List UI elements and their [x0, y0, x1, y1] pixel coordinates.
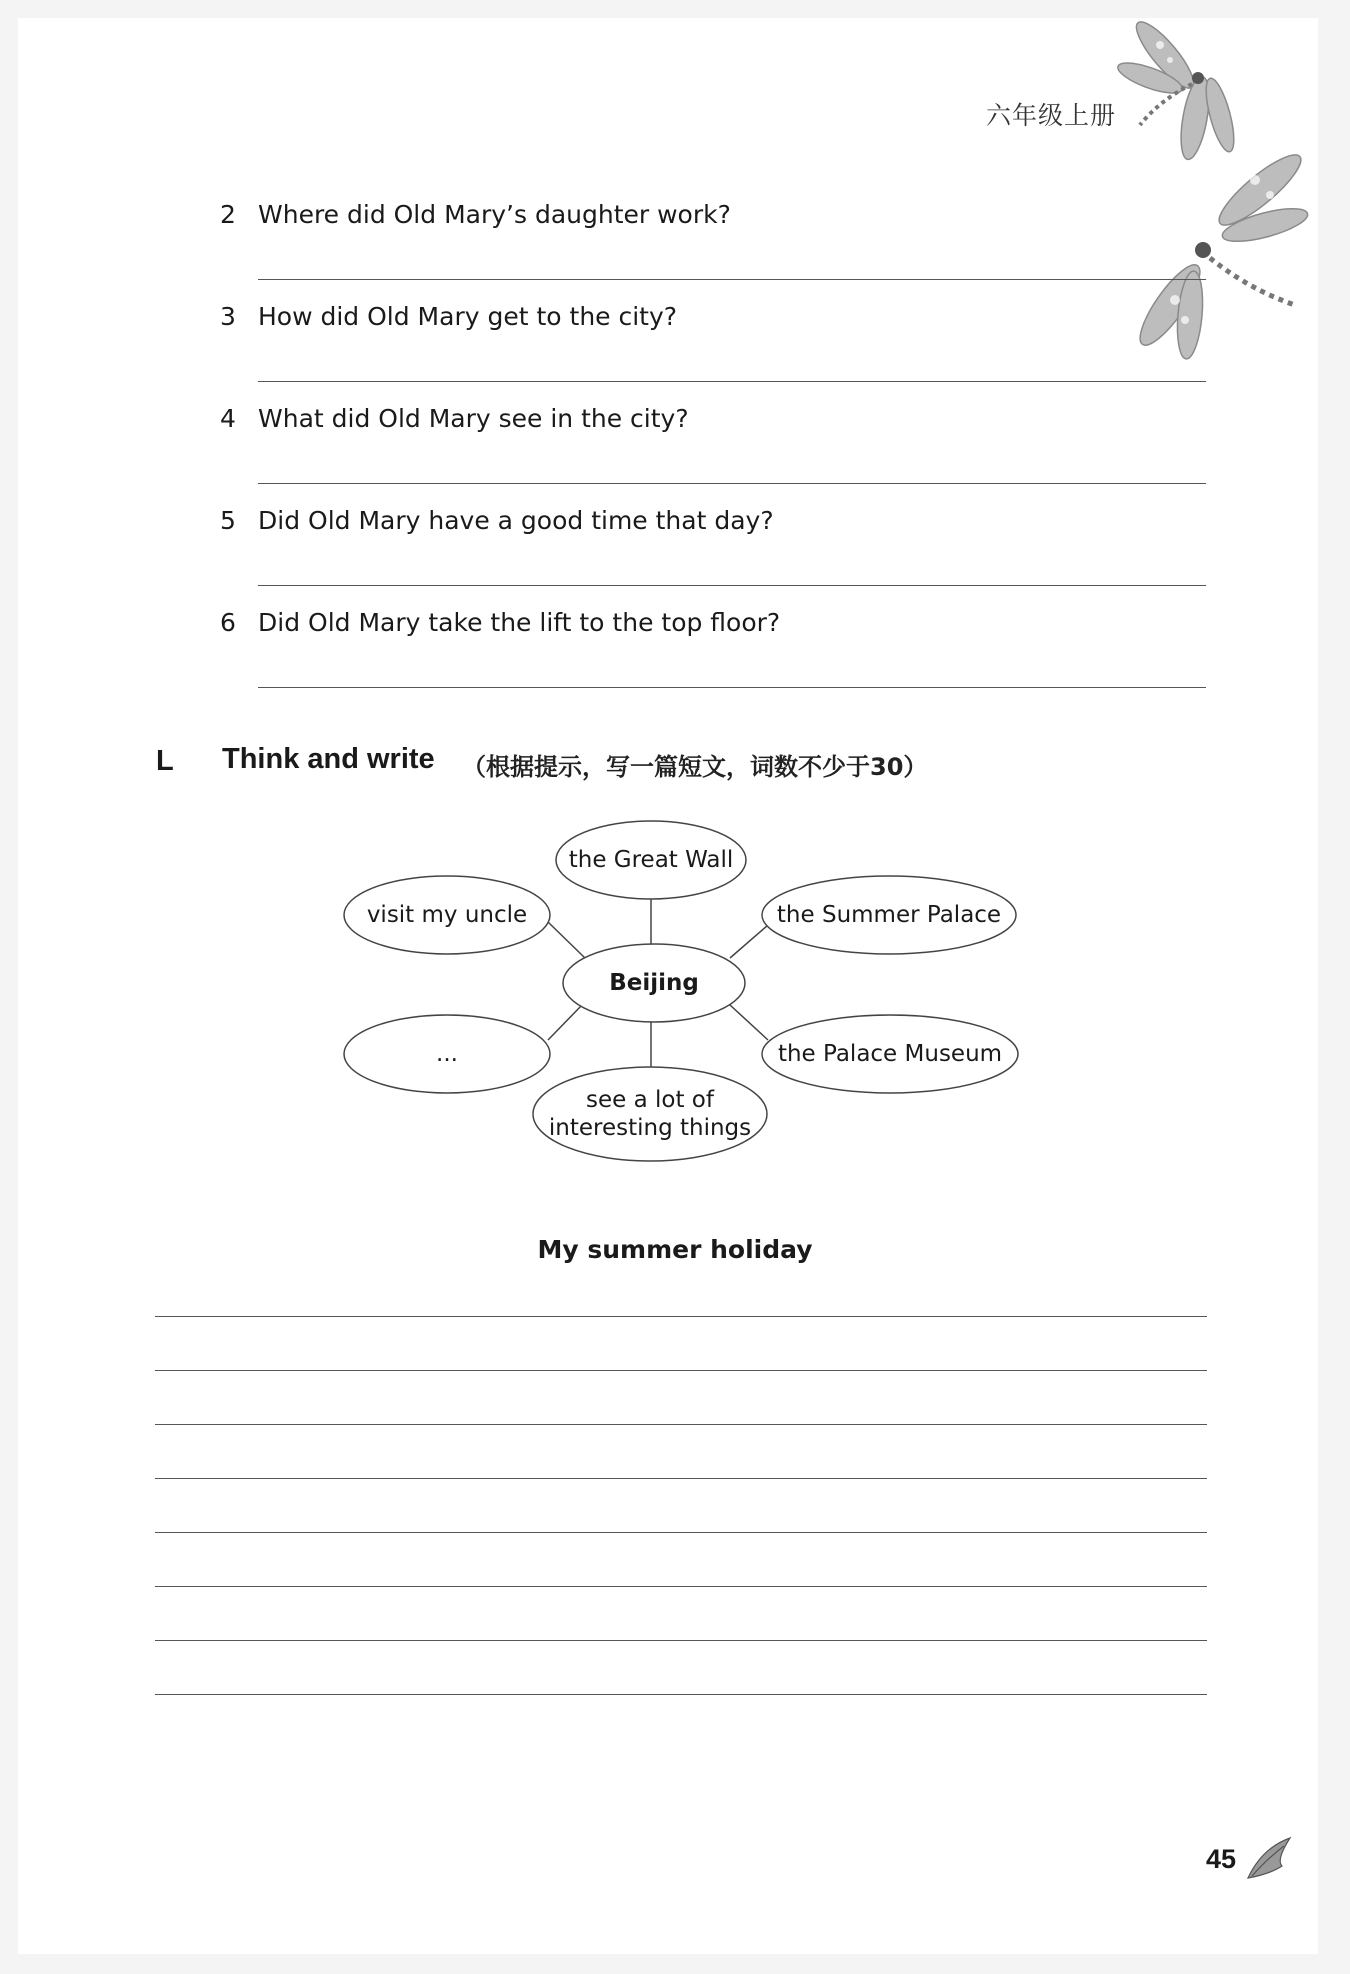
writing-line[interactable] — [155, 1640, 1207, 1641]
page-number: 45 — [1206, 1844, 1237, 1874]
bubble-text-top: the Great Wall — [568, 847, 734, 873]
bubble-text-bottom-line1: see a lot of — [586, 1087, 714, 1113]
connector-line — [730, 1005, 768, 1040]
question-number: 4 — [220, 404, 236, 433]
section-title: Think and write — [222, 743, 435, 775]
writing-line[interactable] — [155, 1316, 1207, 1317]
writing-line[interactable] — [155, 1694, 1207, 1695]
question-number: 6 — [220, 608, 236, 637]
bubble-text-bottom-left: ... — [436, 1041, 458, 1067]
bubble-text-bottom-right: the Palace Museum — [777, 1041, 1003, 1067]
bubble-text-top-right: the Summer Palace — [776, 902, 1002, 928]
question-text: What did Old Mary see in the city? — [258, 404, 689, 433]
bubble-text-bottom-line2: interesting things — [548, 1115, 752, 1141]
question-text: Where did Old Mary’s daughter work? — [258, 200, 731, 229]
writing-line[interactable] — [155, 1424, 1207, 1425]
section-instruction: （根据提示，写一篇短文，词数不少于30） — [462, 753, 928, 781]
writing-line[interactable] — [155, 1478, 1207, 1479]
question-number: 2 — [220, 200, 236, 229]
section-letter: L — [156, 745, 174, 777]
connector-line — [548, 922, 585, 958]
connector-line — [730, 925, 768, 958]
bubble-text-top-left: visit my uncle — [366, 902, 528, 928]
writing-line[interactable] — [155, 1586, 1207, 1587]
connector-line — [548, 1005, 582, 1040]
question-text: How did Old Mary get to the city? — [258, 302, 678, 331]
question-number: 3 — [220, 302, 236, 331]
question-text: Did Old Mary take the lift to the top floor? — [258, 608, 781, 637]
writing-line[interactable] — [155, 1532, 1207, 1533]
writing-line[interactable] — [155, 1370, 1207, 1371]
writing-title: My summer holiday — [537, 1235, 813, 1264]
bubble-text-center: Beijing — [609, 970, 699, 996]
question-number: 5 — [220, 506, 236, 535]
grade-label: 六年级上册 — [986, 101, 1117, 130]
question-text: Did Old Mary have a good time that day? — [258, 506, 774, 535]
